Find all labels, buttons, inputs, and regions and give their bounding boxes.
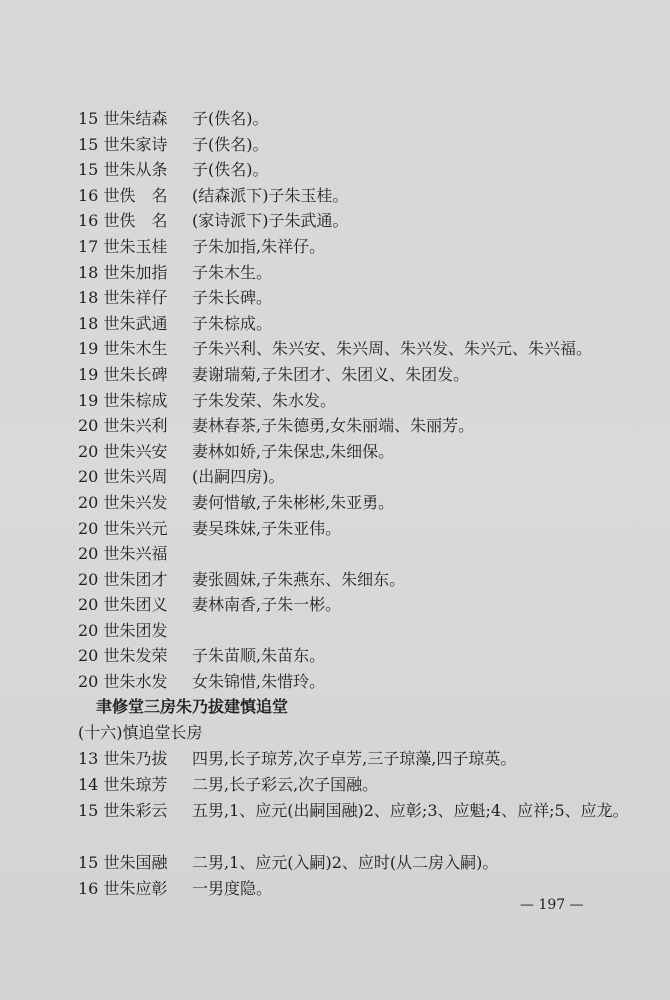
generation-name: 20 世朱水发	[78, 672, 168, 692]
generation-name: 20 世朱兴元	[78, 518, 168, 538]
list-item	[78, 439, 638, 465]
generation-desc: 子朱兴利、朱兴安、朱兴周、朱兴发、朱兴元、朱兴福。	[192, 339, 593, 359]
generation-name: 16 世佚 名	[78, 211, 168, 231]
generation-name: 15 世朱家诗	[78, 134, 168, 154]
section-title: 聿修堂三房朱乃拔建慎追堂	[96, 697, 289, 716]
generation-name: 16 世朱应彰	[78, 879, 168, 898]
generation-desc: 二男,1、应元(入嗣)2、应时(从二房入嗣)。	[192, 853, 499, 872]
generation-desc: 妻林如娇,子朱保忠,朱细保。	[192, 441, 395, 461]
list-item	[78, 336, 638, 362]
list-item	[78, 490, 638, 516]
list-item	[78, 234, 638, 260]
list-item	[78, 260, 638, 286]
generation-name: 19 世朱木生	[78, 339, 168, 359]
generation-desc: 子朱苗顺,朱苗东。	[192, 646, 326, 666]
generation-name: 14 世朱琼芳	[78, 775, 168, 794]
generation-desc: 子(佚名)。	[192, 160, 269, 180]
generation-name: 19 世朱棕成	[78, 390, 168, 410]
generation-desc: 子朱发荣、朱水发。	[192, 390, 337, 410]
generation-desc: (家诗派下)子朱武通。	[192, 211, 349, 231]
list-item	[78, 285, 638, 311]
generation-desc: 子朱加指,朱祥仔。	[192, 236, 326, 256]
list-item	[78, 362, 638, 388]
list-item	[78, 618, 638, 644]
subsection-title: (十六)慎追堂长房	[78, 723, 203, 742]
generation-desc: 子(佚名)。	[192, 134, 269, 154]
generation-name: 20 世朱团才	[78, 569, 168, 589]
generation-name: 20 世朱发荣	[78, 646, 168, 666]
list-item	[78, 208, 638, 234]
generation-name: 15 世朱国融	[78, 853, 168, 872]
generation-name: 20 世朱兴周	[78, 467, 168, 487]
generation-desc: (结森派下)子朱玉桂。	[192, 185, 349, 205]
generation-desc: (出嗣四房)。	[192, 467, 285, 487]
generation-desc: 妻何惜敏,子朱彬彬,朱亚勇。	[192, 492, 395, 512]
list-item	[78, 516, 638, 542]
generation-name: 15 世朱结森	[78, 109, 168, 128]
list-item	[78, 413, 638, 439]
list-item	[78, 157, 638, 183]
generation-desc: 子朱长碑。	[192, 288, 273, 308]
generation-desc: 子朱棕成。	[192, 313, 273, 333]
generation-desc: 子(佚名)。	[192, 109, 269, 128]
page-number: — 197 —	[520, 897, 584, 913]
generation-desc: 妻林南香,子朱一彬。	[192, 595, 342, 615]
list-item	[78, 311, 638, 337]
generation-name: 17 世朱玉桂	[78, 236, 168, 256]
generation-desc: 一男度隐。	[192, 879, 273, 898]
generation-desc: 二男,长子彩云,次子国融。	[192, 775, 379, 794]
generation-name: 18 世朱加指	[78, 262, 168, 282]
generation-name: 20 世朱团义	[78, 595, 168, 615]
list-item	[78, 183, 638, 209]
generation-name: 18 世朱祥仔	[78, 288, 168, 308]
generation-name: 18 世朱武通	[78, 313, 168, 333]
generation-name: 19 世朱长碑	[78, 364, 168, 384]
list-item	[78, 132, 638, 158]
generation-desc: 四男,长子琼芳,次子卓芳,三子琼藻,四子琼英。	[192, 749, 517, 768]
generation-desc: 女朱锦惜,朱惜玲。	[192, 672, 326, 692]
list-item	[78, 643, 638, 669]
generation-desc: 子朱木生。	[192, 262, 273, 282]
generation-name: 15 世朱彩云	[78, 801, 168, 820]
generation-name: 20 世朱兴发	[78, 492, 168, 512]
generation-name: 20 世朱兴福	[78, 544, 168, 564]
generation-name: 20 世朱团发	[78, 620, 168, 640]
list-item	[78, 106, 638, 132]
generation-name: 13 世朱乃拔	[78, 749, 168, 768]
generation-desc: 妻张圆妹,子朱燕东、朱细东。	[192, 569, 406, 589]
generation-desc: 妻林春茶,子朱德勇,女朱丽端、朱丽芳。	[192, 416, 475, 436]
list-item	[78, 541, 638, 567]
generation-name: 20 世朱兴利	[78, 416, 168, 436]
generation-name: 16 世佚 名	[78, 185, 168, 205]
list-item	[78, 567, 638, 593]
list-item	[78, 464, 638, 490]
list-item	[78, 592, 638, 618]
list-item	[78, 388, 638, 414]
list-item	[78, 669, 638, 695]
genealogy-list	[78, 106, 638, 695]
generation-desc: 妻谢瑞菊,子朱团才、朱团义、朱团发。	[192, 364, 470, 384]
generation-name: 15 世朱从条	[78, 160, 168, 180]
generation-desc: 五男,1、应元(出嗣国融)2、应彰;3、应魁;4、应祥;5、应龙。	[192, 801, 629, 820]
generation-desc: 妻吴珠妹,子朱亚伟。	[192, 518, 342, 538]
generation-name: 20 世朱兴安	[78, 441, 168, 461]
